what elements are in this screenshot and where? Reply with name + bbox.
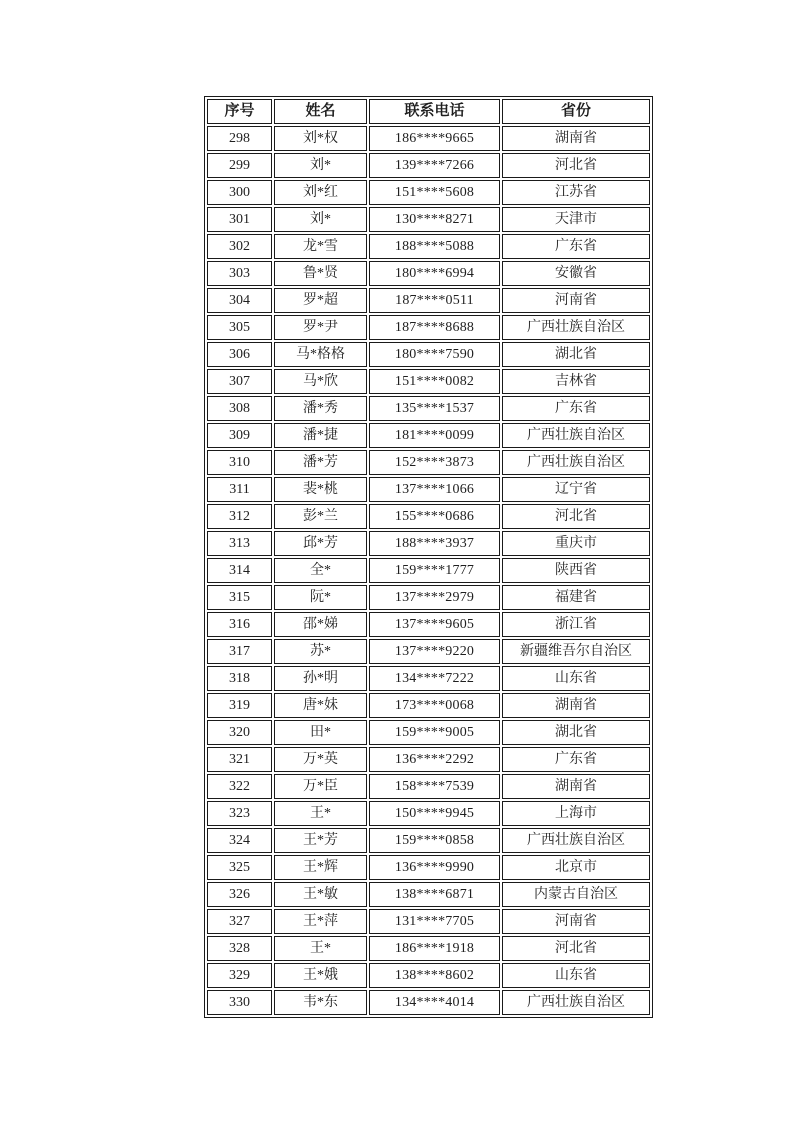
- cell-index: 328: [207, 936, 272, 961]
- table-row: [207, 558, 650, 583]
- cell-index: 322: [207, 774, 272, 799]
- cell-index: 305: [207, 315, 272, 340]
- cell-index: 330: [207, 990, 272, 1015]
- cell-phone: 136****2292: [369, 747, 500, 772]
- table-row: [207, 693, 650, 718]
- cell-province: 湖北省: [502, 720, 650, 745]
- cell-name: 马*欣: [274, 369, 367, 394]
- cell-name: 王*: [274, 936, 367, 961]
- cell-province: 福建省: [502, 585, 650, 610]
- cell-index: 311: [207, 477, 272, 502]
- table-row: [207, 504, 650, 529]
- cell-phone: 187****0511: [369, 288, 500, 313]
- cell-index: 319: [207, 693, 272, 718]
- cell-name: 王*: [274, 801, 367, 826]
- cell-phone: 159****9005: [369, 720, 500, 745]
- cell-phone: 180****7590: [369, 342, 500, 367]
- cell-name: 彭*兰: [274, 504, 367, 529]
- cell-province: 河北省: [502, 504, 650, 529]
- table-row: [207, 207, 650, 232]
- table-row: [207, 180, 650, 205]
- cell-phone: 186****9665: [369, 126, 500, 151]
- contact-roster-table: [204, 96, 653, 1018]
- cell-name: 龙*雪: [274, 234, 367, 259]
- cell-province: 湖南省: [502, 774, 650, 799]
- cell-name: 潘*芳: [274, 450, 367, 475]
- cell-province: 广西壮族自治区: [502, 450, 650, 475]
- cell-phone: 151****5608: [369, 180, 500, 205]
- cell-index: 315: [207, 585, 272, 610]
- cell-phone: 180****6994: [369, 261, 500, 286]
- column-header-province: 省份: [502, 99, 650, 124]
- cell-province: 安徽省: [502, 261, 650, 286]
- table-row: [207, 747, 650, 772]
- cell-province: 湖北省: [502, 342, 650, 367]
- table-row: [207, 288, 650, 313]
- cell-phone: 139****7266: [369, 153, 500, 178]
- cell-name: 刘*: [274, 153, 367, 178]
- table-row: [207, 666, 650, 691]
- cell-phone: 138****6871: [369, 882, 500, 907]
- table-row: [207, 639, 650, 664]
- cell-name: 鲁*贤: [274, 261, 367, 286]
- table-row: [207, 585, 650, 610]
- cell-province: 山东省: [502, 666, 650, 691]
- cell-index: 303: [207, 261, 272, 286]
- cell-phone: 159****1777: [369, 558, 500, 583]
- cell-phone: 188****3937: [369, 531, 500, 556]
- cell-phone: 137****9220: [369, 639, 500, 664]
- cell-province: 吉林省: [502, 369, 650, 394]
- table-row: [207, 450, 650, 475]
- cell-province: 河南省: [502, 909, 650, 934]
- table-row: [207, 855, 650, 880]
- cell-index: 326: [207, 882, 272, 907]
- table-row: [207, 963, 650, 988]
- cell-index: 307: [207, 369, 272, 394]
- cell-name: 王*萍: [274, 909, 367, 934]
- table-row: [207, 882, 650, 907]
- cell-phone: 130****8271: [369, 207, 500, 232]
- cell-province: 北京市: [502, 855, 650, 880]
- cell-phone: 181****0099: [369, 423, 500, 448]
- cell-phone: 173****0068: [369, 693, 500, 718]
- cell-phone: 136****9990: [369, 855, 500, 880]
- cell-index: 318: [207, 666, 272, 691]
- cell-index: 321: [207, 747, 272, 772]
- cell-name: 邵*娣: [274, 612, 367, 637]
- cell-index: 323: [207, 801, 272, 826]
- column-header-index: 序号: [207, 99, 272, 124]
- cell-phone: 188****5088: [369, 234, 500, 259]
- table-row: [207, 342, 650, 367]
- table-row: [207, 261, 650, 286]
- table-body: [207, 126, 650, 1015]
- table-row: [207, 828, 650, 853]
- table-row: [207, 909, 650, 934]
- cell-province: 河南省: [502, 288, 650, 313]
- cell-index: 299: [207, 153, 272, 178]
- cell-phone: 137****2979: [369, 585, 500, 610]
- cell-index: 317: [207, 639, 272, 664]
- cell-phone: 152****3873: [369, 450, 500, 475]
- cell-phone: 155****0686: [369, 504, 500, 529]
- cell-phone: 135****1537: [369, 396, 500, 421]
- cell-name: 苏*: [274, 639, 367, 664]
- cell-province: 广东省: [502, 396, 650, 421]
- cell-name: 潘*秀: [274, 396, 367, 421]
- cell-name: 王*娥: [274, 963, 367, 988]
- cell-name: 潘*捷: [274, 423, 367, 448]
- cell-name: 韦*东: [274, 990, 367, 1015]
- cell-phone: 134****7222: [369, 666, 500, 691]
- cell-index: 320: [207, 720, 272, 745]
- table-row: [207, 477, 650, 502]
- cell-province: 陕西省: [502, 558, 650, 583]
- cell-province: 湖南省: [502, 126, 650, 151]
- cell-province: 辽宁省: [502, 477, 650, 502]
- table-row: [207, 234, 650, 259]
- cell-phone: 131****7705: [369, 909, 500, 934]
- cell-index: 314: [207, 558, 272, 583]
- cell-index: 308: [207, 396, 272, 421]
- cell-province: 湖南省: [502, 693, 650, 718]
- table-row: [207, 396, 650, 421]
- cell-province: 浙江省: [502, 612, 650, 637]
- table-row: [207, 153, 650, 178]
- column-header-name: 姓名: [274, 99, 367, 124]
- cell-name: 万*臣: [274, 774, 367, 799]
- cell-index: 302: [207, 234, 272, 259]
- cell-name: 王*辉: [274, 855, 367, 880]
- cell-name: 孙*明: [274, 666, 367, 691]
- cell-name: 全*: [274, 558, 367, 583]
- table-row: [207, 531, 650, 556]
- table-row: [207, 369, 650, 394]
- cell-index: 329: [207, 963, 272, 988]
- table-row: [207, 720, 650, 745]
- cell-province: 新疆维吾尔自治区: [502, 639, 650, 664]
- cell-name: 田*: [274, 720, 367, 745]
- table-row: [207, 423, 650, 448]
- cell-province: 广西壮族自治区: [502, 423, 650, 448]
- cell-province: 内蒙古自治区: [502, 882, 650, 907]
- cell-name: 刘*: [274, 207, 367, 232]
- cell-name: 万*英: [274, 747, 367, 772]
- cell-name: 王*敏: [274, 882, 367, 907]
- cell-phone: 187****8688: [369, 315, 500, 340]
- cell-name: 马*格格: [274, 342, 367, 367]
- cell-name: 王*芳: [274, 828, 367, 853]
- table-row: [207, 990, 650, 1015]
- table-row: [207, 612, 650, 637]
- cell-phone: 159****0858: [369, 828, 500, 853]
- cell-index: 327: [207, 909, 272, 934]
- table-row: [207, 315, 650, 340]
- cell-index: 316: [207, 612, 272, 637]
- table-row: [207, 774, 650, 799]
- cell-name: 罗*超: [274, 288, 367, 313]
- cell-phone: 158****7539: [369, 774, 500, 799]
- cell-phone: 186****1918: [369, 936, 500, 961]
- column-header-phone: 联系电话: [369, 99, 500, 124]
- cell-phone: 137****1066: [369, 477, 500, 502]
- cell-province: 河北省: [502, 936, 650, 961]
- cell-index: 325: [207, 855, 272, 880]
- cell-name: 刘*红: [274, 180, 367, 205]
- cell-phone: 150****9945: [369, 801, 500, 826]
- cell-phone: 138****8602: [369, 963, 500, 988]
- cell-index: 309: [207, 423, 272, 448]
- cell-province: 山东省: [502, 963, 650, 988]
- cell-index: 312: [207, 504, 272, 529]
- cell-index: 304: [207, 288, 272, 313]
- cell-name: 邱*芳: [274, 531, 367, 556]
- cell-province: 广东省: [502, 747, 650, 772]
- cell-phone: 151****0082: [369, 369, 500, 394]
- cell-province: 广西壮族自治区: [502, 990, 650, 1015]
- cell-index: 324: [207, 828, 272, 853]
- cell-index: 310: [207, 450, 272, 475]
- table-row: [207, 801, 650, 826]
- cell-index: 298: [207, 126, 272, 151]
- cell-name: 裴*桃: [274, 477, 367, 502]
- cell-province: 河北省: [502, 153, 650, 178]
- table-header-row: [207, 99, 650, 124]
- cell-index: 300: [207, 180, 272, 205]
- cell-name: 刘*权: [274, 126, 367, 151]
- cell-name: 罗*尹: [274, 315, 367, 340]
- cell-province: 重庆市: [502, 531, 650, 556]
- cell-phone: 137****9605: [369, 612, 500, 637]
- table-row: [207, 126, 650, 151]
- cell-province: 江苏省: [502, 180, 650, 205]
- cell-province: 广西壮族自治区: [502, 828, 650, 853]
- cell-province: 天津市: [502, 207, 650, 232]
- table-row: [207, 936, 650, 961]
- cell-province: 广西壮族自治区: [502, 315, 650, 340]
- cell-province: 广东省: [502, 234, 650, 259]
- cell-index: 301: [207, 207, 272, 232]
- cell-index: 313: [207, 531, 272, 556]
- cell-name: 阮*: [274, 585, 367, 610]
- cell-province: 上海市: [502, 801, 650, 826]
- cell-name: 唐*妹: [274, 693, 367, 718]
- cell-index: 306: [207, 342, 272, 367]
- cell-phone: 134****4014: [369, 990, 500, 1015]
